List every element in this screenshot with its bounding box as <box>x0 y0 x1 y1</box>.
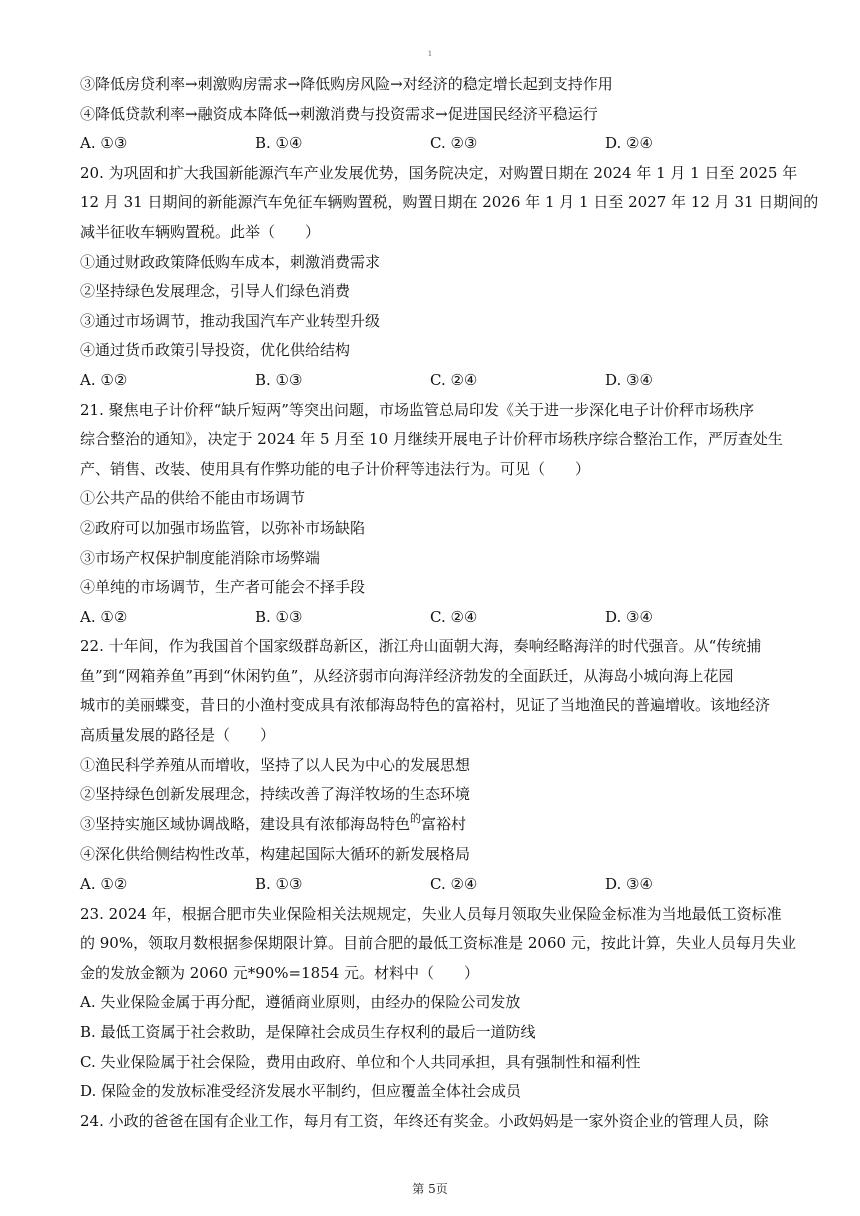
question-stem-line: 高质量发展的路径是（ ） <box>80 726 276 745</box>
page-number: 第 5页 <box>412 1182 448 1196</box>
statement-item: ③市场产权保护制度能消除市场弊端 <box>80 548 321 567</box>
choice-d: D. 保险金的发放标准受经济发展水平制约，但应覆盖全体社会成员 <box>80 1082 522 1101</box>
question-stem-line: 城市的美丽蝶变，昔日的小渔村变成具有浓郁海岛特色的富裕村，见证了当地渔民的普遍增收。该地经济 <box>80 696 771 715</box>
question-24 <box>80 1107 780 1137</box>
statement-item: ②坚持绿色创新发展理念，持续改善了海洋牧场的生态环境 <box>80 785 471 804</box>
statement-item: ①渔民科学养殖从而增收，坚持了以人民为中心的发展思想 <box>80 755 471 774</box>
statement-text: 富裕村 <box>421 814 467 833</box>
option-a: A. ①② <box>80 370 128 389</box>
question-stem-line: 的 90%，领取月数根据参保期限计算。目前合肥的最低工资标准是 2060 元，按此计算，失业人员每月失业 <box>80 934 796 953</box>
choice-b: B. 最低工资属于社会救助，是保障社会成员生存权利的最后一道防线 <box>80 1023 536 1041</box>
question-stem-line: 综合整治的通知》，决定于 2024 年 5 月至 10 月继续开展电子计价秤市场秩序综合整治工作，严厉查处生 <box>80 430 783 449</box>
statement-item: ④通过货币政策引导投资，优化供给结构 <box>80 341 351 360</box>
statement-item: ④深化供给侧结构性改革，构建起国际大循环的新发展格局 <box>80 845 471 864</box>
question-23 <box>80 900 796 1107</box>
statement-item: ②坚持绿色发展理念，引导人们绿色消费 <box>80 282 351 301</box>
option-a: A. ①② <box>80 607 128 626</box>
option-c: C. ②④ <box>430 370 478 389</box>
prev-item-4: ④降低贷款利率→融资成本降低→刺激消费与投资需求→促进国民经济平稳运行 <box>80 104 598 123</box>
option-b: B. ①③ <box>255 607 303 626</box>
choice-a: A. 失业保险金属于再分配，遵循商业原则，由经办的保险公司发放 <box>80 993 521 1012</box>
answer-options <box>80 870 780 900</box>
statement-item: ③通过市场调节，推动我国汽车产业转型升级 <box>80 311 381 330</box>
option-c: C. ②④ <box>430 607 478 626</box>
question-stem-line: 21. 聚焦电子计价秤“缺斤短两”等突出问题，市场监管总局印发《关于进一步深化电子计价秤市场秩序 <box>80 400 754 419</box>
option-a: A. ①③ <box>80 134 128 153</box>
option-a: A. ①② <box>80 875 128 894</box>
question-stem-line: 22. 十年间，作为我国首个国家级群岛新区，浙江舟山面朝大海，奏响经略海洋的时代强音。从“传统捕 <box>80 637 762 656</box>
page-content <box>80 70 819 1136</box>
header-mark: 1 <box>427 50 433 58</box>
question-stem-line: 减半征收车辆购置税。此举（ ） <box>80 222 321 241</box>
question-stem-line: 鱼”到“网箱养鱼”再到“休闲钓鱼”，从经济弱市向海洋经济勃发的全面跃迁，从海岛小城向海上花园 <box>80 666 734 685</box>
prev-options <box>80 129 780 159</box>
question-stem-line: 20. 为巩固和扩大我国新能源汽车产业发展优势，国务院决定，对购置日期在 2024 年 1 月 1 日至 2025 年 <box>80 163 798 182</box>
question-stem-line: 产、销售、改装、使用具有作弊功能的电子计价秤等违法行为。可见（ ） <box>80 459 591 478</box>
option-b: B. ①③ <box>255 875 303 894</box>
option-d: D. ③④ <box>605 875 653 894</box>
answer-options <box>80 366 780 396</box>
statement-item <box>80 810 780 841</box>
question-stem-line: 24. 小政的爸爸在国有企业工作，每月有工资，年终还有奖金。小政妈妈是一家外资企业的管理人员，除 <box>80 1111 769 1130</box>
statement-item: ②政府可以加强市场监管，以弥补市场缺陷 <box>80 518 366 537</box>
option-b: B. ①④ <box>255 134 303 153</box>
question-20 <box>80 159 819 396</box>
option-c: C. ②④ <box>430 875 478 894</box>
statement-item: ①通过财政政策降低购车成本，刺激消费需求 <box>80 252 381 271</box>
prev-item-3: ③降低房贷利率→刺激购房需求→降低购房风险→对经济的稳定增长起到支持作用 <box>80 75 613 93</box>
question-22 <box>80 632 780 899</box>
option-d: D. ③④ <box>605 607 653 626</box>
question-stem-line: 23. 2024 年，根据合肥市失业保险相关法规规定，失业人员每月领取失业保险金标准为当地最低工资标准 <box>80 904 782 923</box>
choice-c: C. 失业保险属于社会保险，费用由政府、单位和个人共同承担，具有强制性和福利性 <box>80 1052 641 1071</box>
option-d: D. ③④ <box>605 370 653 389</box>
option-b: B. ①③ <box>255 370 303 389</box>
question-stem-line: 金的发放金额为 2060 元*90%=1854 元。材料中（ ） <box>80 963 480 982</box>
raised-character: 的 <box>410 811 422 825</box>
statement-item: ①公共产品的供给不能由市场调节 <box>80 489 306 508</box>
answer-options <box>80 603 780 633</box>
statement-text: ③坚持实施区域协调战略，建设具有浓郁海岛特色 <box>80 814 411 833</box>
question-21 <box>80 396 783 633</box>
option-c: C. ②③ <box>430 134 478 153</box>
statement-item: ④单纯的市场调节，生产者可能会不择手段 <box>80 578 366 597</box>
question-stem-line: 12 月 31 日期间的新能源汽车免征车辆购置税，购置日期在 2026 年 1 月 1 日至 2027 年 12 月 31 日期间的 <box>80 193 819 212</box>
option-d: D. ②④ <box>605 134 653 153</box>
